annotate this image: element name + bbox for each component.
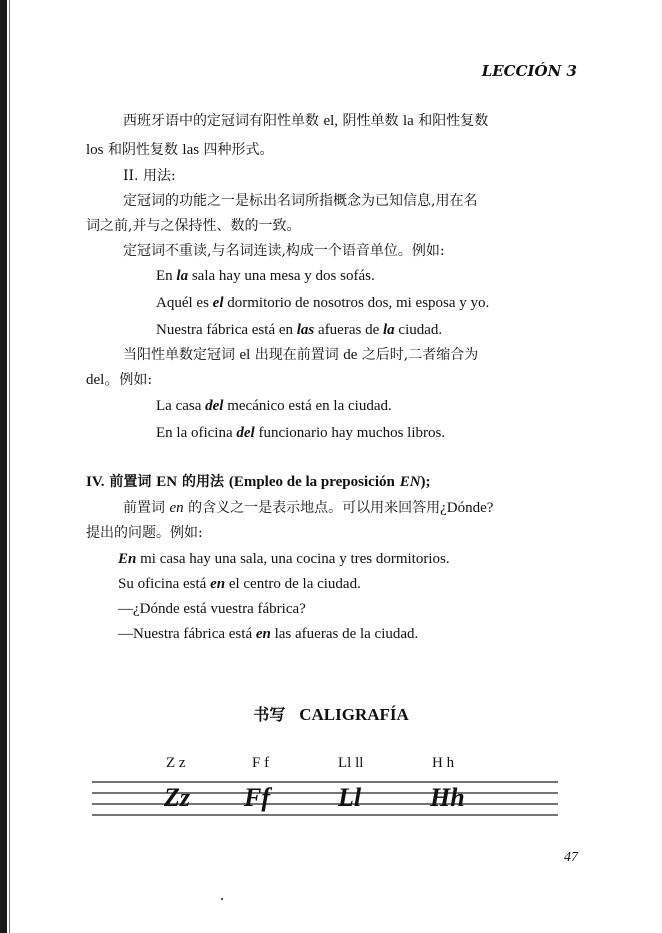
letter-pair-ll: Ll ll <box>338 755 364 771</box>
example-1b: Aquél es el dormitorio de nosotros dos, mi esposa y yo. <box>156 295 490 311</box>
example-3d: —Nuestra fábrica está en las afueras de la ciudad. <box>118 626 419 642</box>
speck <box>221 898 223 900</box>
example-3b: Su oficina está en el centro de la ciudad. <box>118 576 361 592</box>
script-zz: Zz <box>164 783 190 812</box>
section4-title: IV. 前置词 EN 的用法 (Empleo de la preposición EN); <box>86 474 431 490</box>
para3-line1: 定冠词不重读,与名词连读,构成一个语音单位。例如: <box>123 243 445 259</box>
calligraphy-title: 书写 CALIGRAFÍA <box>253 705 409 724</box>
letter-pair-h: H h <box>432 755 455 771</box>
para2-line2: 词之前,并与之保持性、数的一致。 <box>86 218 301 234</box>
script-ll: Ll <box>338 783 362 812</box>
letter-pair-f: F f <box>252 755 270 771</box>
letter-pair-z: Z z <box>166 755 186 771</box>
example-3a: En mi casa hay una sala, una cocina y tres dormitorios. <box>118 551 450 567</box>
page-binding-edge <box>0 0 7 933</box>
example-3c: —¿Dónde está vuestra fábrica? <box>118 601 306 617</box>
para4-line1: 当阳性单数定冠词 el 出现在前置词 de 之后时,二者缩合为 <box>123 347 479 363</box>
script-ff: Ff <box>244 783 270 812</box>
example-2b: En la oficina del funcionario hay muchos libros. <box>156 425 446 441</box>
para5-line1: 前置词 en 的含义之一是表示地点。可以用来回答用¿Dónde? <box>123 500 494 516</box>
para1-line1: 西班牙语中的定冠词有阳性单数 el, 阴性单数 la 和阳性复数 <box>123 113 489 129</box>
page-binding-line <box>9 0 10 933</box>
example-2a: La casa del mecánico está en la ciudad. <box>156 398 392 414</box>
lesson-header: LECCIÓN 3 <box>481 62 577 80</box>
script-hh: Hh <box>430 783 465 812</box>
para2-line1: 定冠词的功能之一是标出名词所指概念为已知信息,用在名 <box>123 193 478 209</box>
para5-line2: 提出的问题。例如: <box>86 525 203 541</box>
para1-line2: los 和阴性复数 las 四种形式。 <box>86 142 274 158</box>
section2-title: II. 用法: <box>123 168 176 184</box>
para4-line2: del。例如: <box>86 372 153 388</box>
handwriting-staff <box>92 780 558 818</box>
page-number: 47 <box>564 850 578 865</box>
example-1c: Nuestra fábrica está en las afueras de la ciudad. <box>156 322 443 338</box>
example-1a: En la sala hay una mesa y dos sofás. <box>156 268 375 284</box>
